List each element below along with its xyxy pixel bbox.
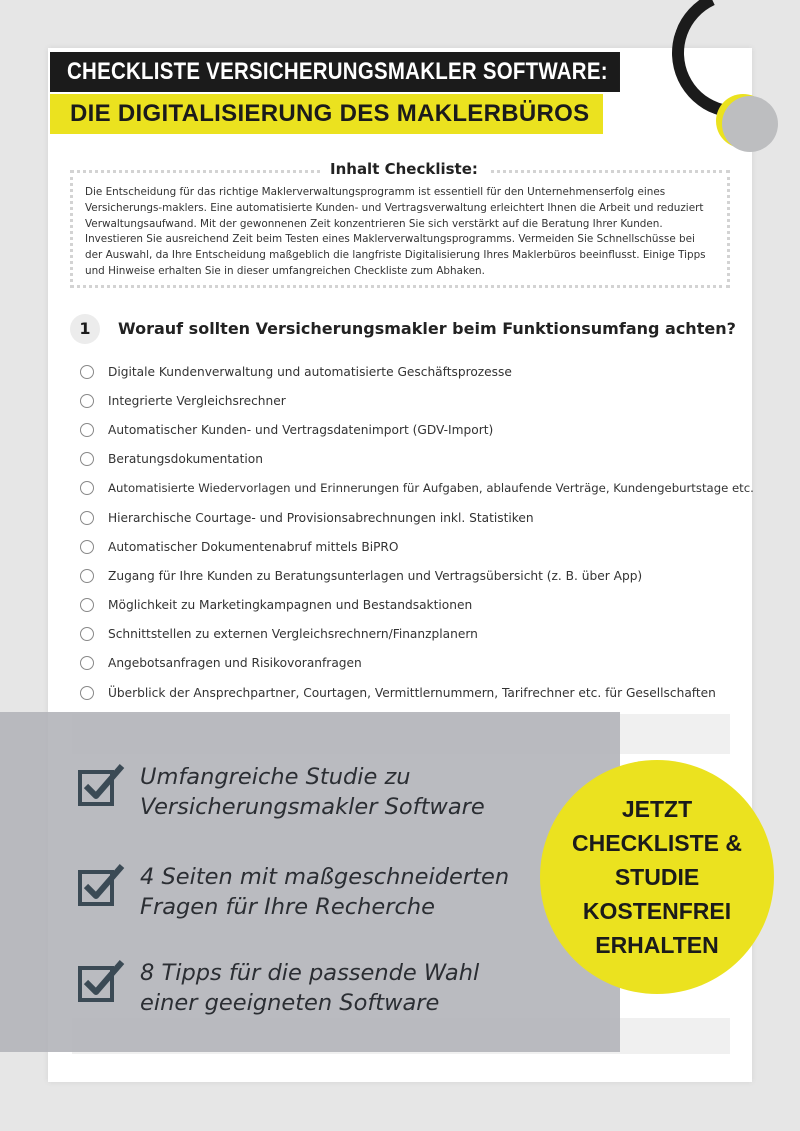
benefit-text: 8 Tipps für die passende Wahl einer geeigneten Software (140, 960, 480, 1016)
checklist-item-label: Überblick der Ansprechpartner, Courtagen, Vermittlernummern, Tarifrechner etc. für Gesellschaften (108, 685, 716, 700)
intro-text: Die Entscheidung für das richtige Maklerverwaltungsprogramm ist essentiell für den Unternehmenserfolg eines Versicherungs-maklers. Eine automatisierte Kunden- und Vertragsverwaltung erleichtert Ihnen die Arbeit und reduziert Verwaltungsaufwand. Mit der gewonnenen Zeit konzentrieren Sie sich verstärkt auf die Beratung Ihrer Kunden. Investieren Sie ausreichend Zeit beim Testen eines Maklerverwaltungsprogramms. Vermeiden Sie Schnellschüsse bei der Auswahl, da Ihre Entscheidung maßgeblich die langfriste Digitalisierung Ihres Maklerbüros beeinflusst. Einige Tipps und Hinweise erhalten Sie in dieser umfangreichen Checkliste zum Abhaken. (85, 186, 706, 277)
benefits-overlay (0, 712, 620, 1052)
checklist-item[interactable] (80, 415, 740, 444)
question-title: Worauf sollten Versicherungsmakler beim Funktionsumfang achten? (118, 319, 736, 338)
radio-button[interactable] (80, 394, 94, 408)
benefit-text: 4 Seiten mit maßgeschneiderten Fragen für Ihre Recherche (140, 864, 510, 920)
benefit-item (78, 762, 540, 822)
checkbox-checked-icon (78, 862, 128, 908)
checklist-item[interactable] (80, 474, 754, 503)
checklist-item[interactable] (80, 445, 740, 474)
checklist-item-label: Automatischer Dokumentenabruf mittels BiPRO (108, 539, 399, 554)
checklist-item[interactable] (80, 532, 740, 561)
question-number: 1 (70, 314, 100, 344)
radio-button[interactable] (80, 540, 94, 554)
checklist-item-label: Schnittstellen zu externen Vergleichsrechnern/Finanzplanern (108, 627, 478, 642)
checkbox-checked-icon (78, 762, 128, 808)
radio-button[interactable] (80, 569, 94, 583)
radio-button[interactable] (80, 365, 94, 379)
radio-button[interactable] (80, 423, 94, 437)
radio-button[interactable] (80, 481, 94, 495)
radio-button[interactable] (80, 686, 94, 700)
radio-button[interactable] (80, 511, 94, 525)
checklist-item-label: Beratungsdokumentation (108, 452, 263, 467)
checklist-item-label: Automatischer Kunden- und Vertragsdatenimport (GDV-Import) (108, 422, 494, 437)
checklist-item-label: Zugang für Ihre Kunden zu Beratungsunterlagen und Vertragsübersicht (z. B. über App) (108, 568, 643, 583)
checklist-item-label: Automatisierte Wiedervorlagen und Erinnerungen für Aufgaben, ablaufende Verträge, Kundengeburtstage etc. (108, 481, 754, 496)
radio-button[interactable] (80, 452, 94, 466)
checklist-item-label: Digitale Kundenverwaltung und automatisierte Geschäftsprozesse (108, 364, 512, 379)
checklist-item-label: Angebotsanfragen und Risikovoranfragen (108, 656, 362, 671)
benefit-item (78, 862, 540, 922)
checklist-item[interactable] (80, 561, 740, 590)
radio-button[interactable] (80, 627, 94, 641)
checklist-item[interactable] (80, 649, 740, 678)
intro-box (70, 170, 730, 288)
benefit-item (78, 958, 540, 1018)
radio-button[interactable] (80, 598, 94, 612)
title-line-1: CHECKLISTE VERSICHERUNGSMAKLER SOFTWARE: (50, 52, 620, 92)
checklist-item-label: Hierarchische Courtage- und Provisionsabrechnungen inkl. Statistiken (108, 510, 534, 525)
checklist-item[interactable] (80, 386, 740, 415)
checklist-item[interactable] (80, 503, 740, 532)
checklist-item-label: Integrierte Vergleichsrechner (108, 393, 286, 408)
intro-heading: Inhalt Checkliste: (320, 160, 488, 178)
cta-button[interactable] (540, 760, 774, 994)
checkbox-checked-icon (78, 958, 128, 1004)
checklist-item[interactable] (80, 591, 740, 620)
title-line-2: DIE DIGITALISIERUNG DES MAKLERBÜROS (50, 94, 603, 134)
cta-text: JETZT CHECKLISTE & STUDIE KOSTENFREI ERHALTEN (572, 796, 742, 958)
checklist-item[interactable] (80, 620, 740, 649)
decorative-grey-circle (722, 96, 778, 152)
checklist-items (80, 357, 754, 707)
radio-button[interactable] (80, 656, 94, 670)
checklist-item[interactable] (80, 678, 740, 707)
benefit-text: Umfangreiche Studie zu Versicherungsmakler Software (140, 764, 485, 820)
checklist-item-label: Möglichkeit zu Marketingkampagnen und Bestandsaktionen (108, 598, 473, 613)
checklist-item[interactable] (80, 357, 740, 386)
